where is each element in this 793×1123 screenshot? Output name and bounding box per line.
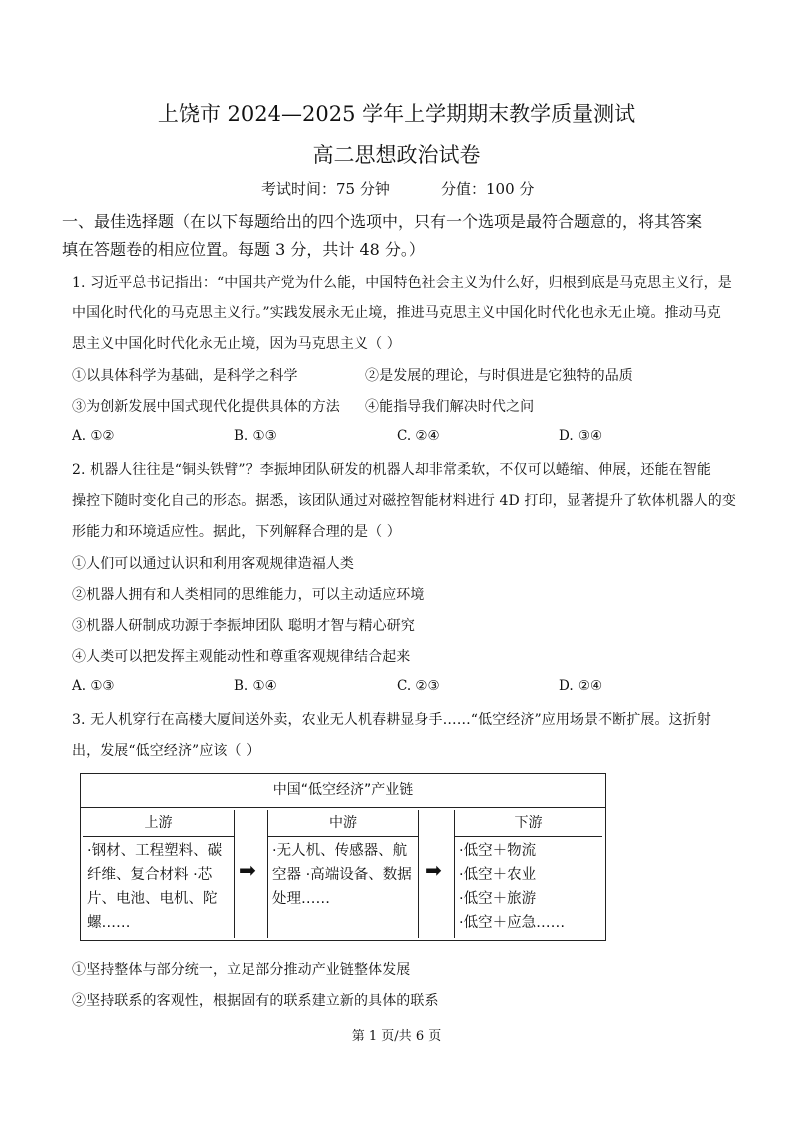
q1-statement-2: ②是发展的理论，与时俱进是它独特的品质 — [365, 368, 633, 384]
arrow-right-icon: ➡ — [425, 858, 442, 882]
downstream-item: ·低空＋应急…… — [459, 915, 566, 931]
q2-statement-4: ④人类可以把发挥主观能动性和尊重客观规律结合起来 — [72, 649, 411, 665]
q1-statement-3: ③为创新发展中国式现代化提供具体的方法 — [72, 399, 340, 415]
q3-statement-1: ①坚持整体与部分统一，立足部分推动产业链整体发展 — [72, 962, 411, 978]
section-instruction-line2: 填在答题卷的相应位置。每题 3 分，共计 48 分。） — [62, 240, 425, 259]
q3-statement-2: ②坚持联系的客观性，根据固有的联系建立新的具体的联系 — [72, 993, 439, 1009]
downstream-list — [455, 837, 602, 937]
q2-option-d: D. ②④ — [559, 678, 603, 694]
exam-subtitle: 高二思想政治试卷 — [312, 143, 481, 167]
q2-stem-line2: 操控下随时变化自己的形态。据悉，该团队通过对磁控智能材料进行 4D 打印，显著提升了软体机器人的变 — [72, 493, 736, 509]
q1-statement-4: ④能指导我们解决时代之问 — [365, 399, 535, 415]
upstream-box — [83, 810, 235, 938]
downstream-item: ·低空＋农业 — [459, 867, 537, 883]
downstream-box — [454, 810, 602, 938]
q2-stem-line1: 2. 机器人往往是“铜头铁臂”？李振坤团队研发的机器人却非常柔软，不仅可以蜷缩、伸展，还能在智能 — [72, 462, 711, 478]
q1-option-d: D. ③④ — [559, 428, 603, 444]
q1-stem-line1: 1. 习近平总书记指出：“中国共产党为什么能，中国特色社会主义为什么好，归根到底是马克思主义行，是 — [72, 275, 732, 291]
q2-option-a: A. ①③ — [72, 678, 115, 694]
upstream-text: ·钢材、工程塑料、碳纤维、复合材料 ·芯片、电池、电机、陀螺…… — [87, 843, 223, 931]
upstream-title: 上游 — [83, 810, 234, 837]
exam-score: 分值：100 分 — [441, 180, 535, 198]
q2-option-c: C. ②③ — [397, 678, 440, 694]
q1-option-a: A. ①② — [72, 428, 115, 444]
q2-option-b: B. ①④ — [234, 678, 277, 694]
q2-statement-1: ①人们可以通过认识和利用客观规律造福人类 — [72, 556, 354, 572]
q1-option-b: B. ①③ — [234, 428, 277, 444]
page-number: 第 1 页/共 6 页 — [351, 1029, 442, 1044]
q1-option-c: C. ②④ — [397, 428, 440, 444]
midstream-title: 中游 — [268, 810, 418, 837]
industry-chain-diagram — [80, 773, 606, 941]
midstream-text: ·无人机、传感器、航空器 ·高端设备、数据处理…… — [272, 843, 412, 907]
q1-stem-line2: 中国化时代化的马克思主义行。”实践发展永无止境，推进马克思主义中国化时代化也永无止境。推动马克 — [72, 305, 721, 321]
q3-stem-line1: 3. 无人机穿行在高楼大厦间送外卖，农业无人机春耕显身手……“低空经济”应用场景不断扩展。这折射 — [72, 712, 711, 728]
diagram-title: 中国“低空经济”产业链 — [81, 774, 605, 808]
downstream-item: ·低空＋旅游 — [459, 891, 537, 907]
exam-title: 上饶市 2024—2025 学年上学期期末教学质量测试 — [157, 102, 636, 126]
q2-statement-3: ③机器人研制成功源于李振坤团队 聪明才智与精心研究 — [72, 618, 415, 634]
q1-statement-1: ①以具体科学为基础，是科学之科学 — [72, 368, 298, 384]
midstream-box — [267, 810, 419, 938]
q1-stem-line3: 思主义中国化时代化永无止境，因为马克思主义（ ） — [72, 336, 401, 352]
downstream-item: ·低空＋物流 — [459, 843, 537, 859]
exam-time: 考试时间：75 分钟 — [261, 180, 390, 198]
q2-statement-2: ②机器人拥有和人类相同的思维能力，可以主动适应环境 — [72, 587, 425, 603]
q3-stem-line2: 出，发展“低空经济”应该（ ） — [72, 743, 261, 759]
section-instruction-line1: 一、最佳选择题（在以下每题给出的四个选项中，只有一个选项是最符合题意的，将其答案 — [62, 212, 703, 231]
downstream-title: 下游 — [455, 810, 602, 837]
q2-stem-line3: 形能力和环境适应性。据此，下列解释合理的是（ ） — [72, 524, 401, 540]
arrow-right-icon: ➡ — [239, 858, 256, 882]
